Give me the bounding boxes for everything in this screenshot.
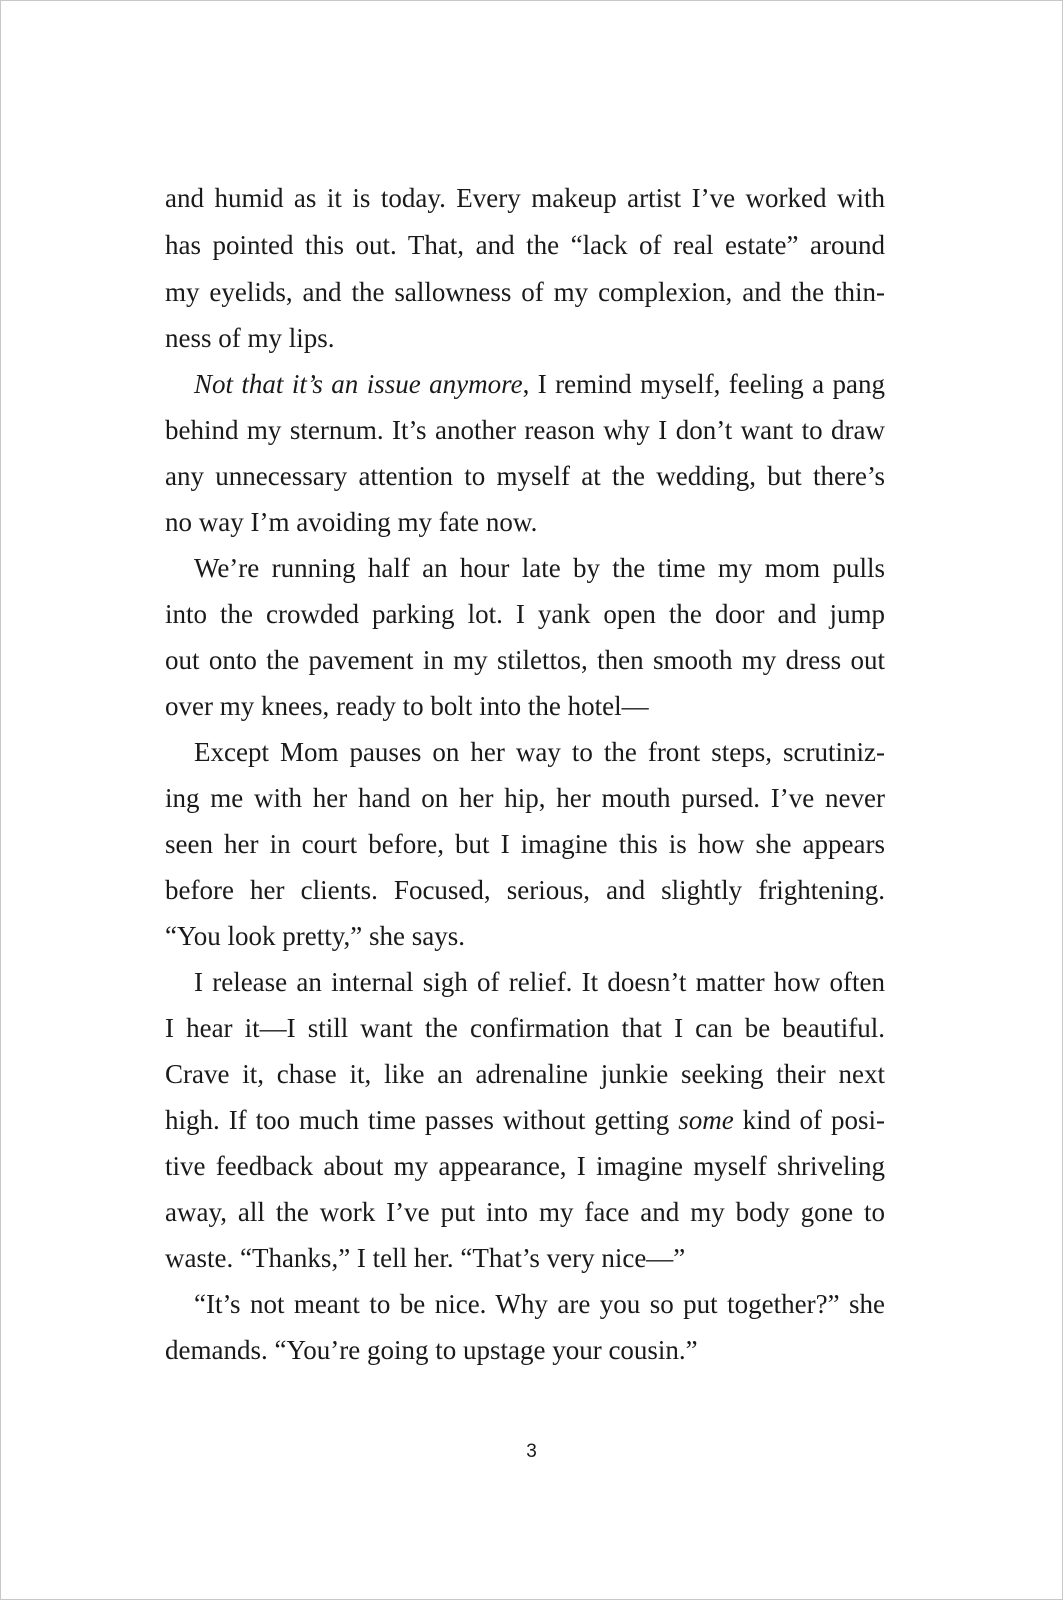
text-line: Except Mom pauses on her way to the front steps, scrutiniz- xyxy=(194,737,885,767)
text-line: into the crowded parking lot. I yank open the door and jump xyxy=(165,599,885,629)
text-line: seen her in court before, but I imagine this is how she appears xyxy=(165,829,885,859)
text-line xyxy=(194,361,885,407)
page-number: 3 xyxy=(526,1441,537,1462)
text-line: any unnecessary attention to myself at the wedding, but there’s xyxy=(165,461,885,491)
text-line: “It’s not meant to be nice. Why are you so put together?” she xyxy=(194,1289,885,1319)
text-line: my eyelids, and the sallowness of my complexion, and the thin- xyxy=(165,277,885,307)
text-line: ing me with her hand on her hip, her mouth pursed. I’ve never xyxy=(165,783,885,813)
text-line: I hear it—I still want the confirmation that I can be beautiful. xyxy=(165,1013,885,1043)
italic-word: some xyxy=(678,1105,734,1135)
text-line: and humid as it is today. Every makeup artist I’ve worked with xyxy=(165,183,885,213)
text-line-start: high. If too much time passes without getting xyxy=(165,1105,679,1135)
italic-phrase: Not that it’s an issue anymore xyxy=(194,369,523,399)
text-line: out onto the pavement in my stilettos, then smooth my dress out xyxy=(165,645,885,675)
text-line: We’re running half an hour late by the time my mom pulls xyxy=(194,553,885,583)
text-line: ness of my lips. xyxy=(165,323,335,353)
text-line xyxy=(165,1097,885,1143)
text-line: away, all the work I’ve put into my face and my body gone to xyxy=(165,1197,885,1227)
text-line: I release an internal sigh of relief. It doesn’t matter how often xyxy=(194,967,885,997)
text-line-end: kind of posi- xyxy=(733,1105,885,1135)
text-line-rest: , I remind myself, feeling a pang xyxy=(522,369,885,399)
text-line: “You look pretty,” she says. xyxy=(165,921,465,951)
text-line: demands. “You’re going to upstage your cousin.” xyxy=(165,1335,698,1365)
text-line: has pointed this out. That, and the “lack of real estate” around xyxy=(165,230,885,260)
text-line: tive feedback about my appearance, I imagine myself shriveling xyxy=(165,1151,885,1181)
text-line: no way I’m avoiding my fate now. xyxy=(165,507,538,537)
text-line: over my knees, ready to bolt into the hotel— xyxy=(165,691,649,721)
text-line: behind my sternum. It’s another reason why I don’t want to draw xyxy=(165,415,885,445)
text-line: before her clients. Focused, serious, and slightly frightening. xyxy=(165,875,885,905)
text-line: waste. “Thanks,” I tell her. “That’s very nice—” xyxy=(165,1243,686,1273)
text-line: Crave it, chase it, like an adrenaline junkie seeking their next xyxy=(165,1059,885,1089)
